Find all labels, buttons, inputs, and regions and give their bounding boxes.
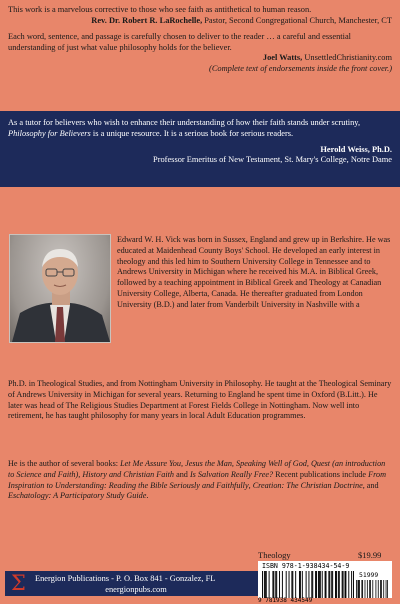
publisher-website: energionpubs.com <box>105 585 167 594</box>
works-intro: He is the author of several books: <box>8 459 121 468</box>
works-book-last: Is Salvation Really Free? <box>189 469 274 479</box>
publisher-address: Energion Publications - P. O. Box 841 - Gonzalez, FL <box>35 574 216 583</box>
endorsement-attribution-1 <box>8 16 392 27</box>
works-recent-2: Creation: The Christian Doctrine <box>252 480 363 490</box>
works-end: . <box>146 491 149 501</box>
book-category: Theology <box>258 550 291 560</box>
works-recent-1: From Inspiration to Understanding: Reading the Bible Seriously and Faithfully <box>8 469 387 490</box>
isbn-label: ISBN 978-1-938434-54-9 <box>262 562 350 570</box>
works-recent-intro: Recent publications include <box>273 469 369 479</box>
other-works <box>8 459 393 502</box>
endorsement-affiliation-1: Pastor, Second Congregational Church, Manchester, CT <box>204 15 392 25</box>
endorsements <box>8 5 392 75</box>
author-bio-continued: Ph.D. in Theological Studies, and from Nottingham University in Philosophy. He taught at the Theological Seminary of Andrews University in Michigan for several years. Returning to England he spent time in Oxford (B.Litt.). He later was head of The Religious Studies Department at Forest Fields College in Nottingham. Now well into retirement, he has taught philosophy for many years in local Adult Education programmes. <box>8 379 392 421</box>
featured-quote-end: is a unique resource. It is a serious book for serious readers. <box>90 128 294 138</box>
works-separator: , <box>248 480 253 490</box>
endorsement-note: (Complete text of endorsements inside the front cover.) <box>209 63 392 73</box>
featured-author-name: Herold Weiss, Ph.D. <box>320 144 392 154</box>
book-price: $19.99 <box>358 550 382 560</box>
endorsement-attribution-2 <box>8 53 392 64</box>
author-bio: Edward W. H. Vick was born in Sussex, England and grew up in Berkshire. He was educated at Maidenhead County Boys' School. He developed an early interest in theology and this led him to Southern University College in Tennessee and to Andrews University in Michigan where he received his M.A. in Biblical Greek, followed by a teaching appointment in Biblical Greek and Theology at Canadian University College, Alberta, Canada. He thereafter graduated from London University (B.D.) and later from Vanderbilt University in Nashville with a <box>117 235 391 309</box>
endorsement-author-2: Joel Watts, <box>262 53 303 63</box>
endorsement-author-1: Rev. Dr. Robert R. LaRochelle, <box>91 15 203 25</box>
works-books: Let Me Assure You, Jesus the Man, Speaking Well of God, Quest (an introduction to Science and Faith), History and Christian Faith <box>8 459 386 479</box>
works-and: and <box>174 469 190 479</box>
featured-author <box>8 145 392 156</box>
works-and-2: , and <box>362 480 379 490</box>
featured-quote-start: As a tutor for believers who wish to enhance their understanding of how their faith stands under scrutiny, <box>8 118 361 127</box>
ean-digits: 9 781938 434549 <box>258 597 313 604</box>
ean-barcode-bars <box>262 571 354 598</box>
endorsement-quote-2: Each word, sentence, and passage is carefully chosen to deliver to the reader … a careful and essential understanding of just what value philosophy holds for the believer. <box>8 32 351 52</box>
endorsement-quote-1: This work is a marvelous corrective to those who see faith as antithetical to human reason. <box>8 5 312 14</box>
author-portrait-image <box>10 235 110 342</box>
featured-book-title: Philosophy for Believers <box>8 128 91 138</box>
featured-affiliation: Professor Emeritus of New Testament, St. Mary's College, Notre Dame <box>153 155 392 165</box>
featured-endorsement-band <box>0 111 400 187</box>
publisher-box <box>5 571 267 596</box>
addon-code: 51999 <box>359 571 379 579</box>
barcode <box>258 561 392 598</box>
addon-barcode-bars <box>356 580 388 598</box>
author-photo <box>9 234 111 343</box>
publisher-logo-icon: Σ <box>11 571 26 595</box>
featured-quote <box>8 118 392 140</box>
endorsement-affiliation-2: UnsettledChristianity.com <box>304 53 392 63</box>
works-recent-3: Eschatology: A Participatory Study Guide <box>8 491 147 501</box>
